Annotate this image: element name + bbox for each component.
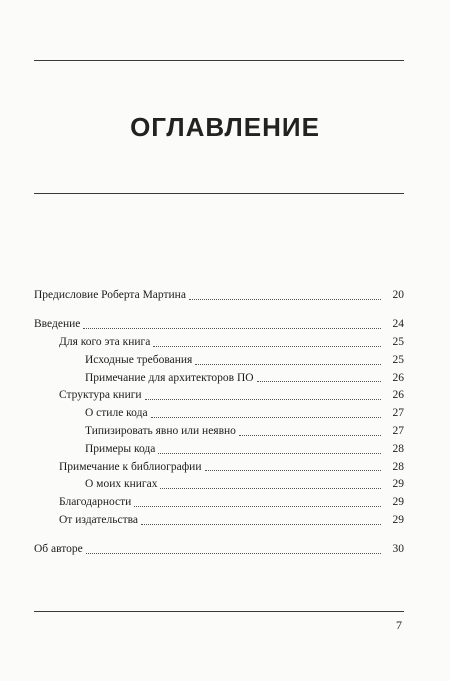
dot-leader (189, 299, 381, 300)
dot-leader (134, 506, 381, 507)
toc-entry-page: 29 (392, 496, 404, 509)
dot-leader (257, 381, 381, 382)
toc-entry-page: 29 (392, 514, 404, 527)
toc-entry-label: Примеры кода (85, 442, 156, 455)
dot-leader (83, 328, 381, 329)
toc-entry-page: 28 (392, 460, 404, 473)
footer-rule (34, 611, 404, 612)
page-number: 7 (396, 618, 402, 632)
section-gap (34, 307, 404, 319)
dot-leader (239, 435, 381, 436)
toc-entry-label: Структура книги (59, 389, 142, 402)
dot-leader (158, 453, 381, 454)
title-rule (34, 193, 404, 194)
toc-entry-label: Типизировать явно или неявно (85, 425, 236, 438)
toc-entry[interactable] (34, 336, 404, 354)
toc-entry-label: Примечание к библиографии (59, 460, 202, 473)
toc-entry[interactable] (34, 389, 404, 407)
toc-entry-page: 25 (392, 336, 404, 349)
toc-entry[interactable] (34, 443, 404, 461)
toc-entry[interactable] (34, 407, 404, 425)
toc-entry-label: Исходные требования (85, 353, 193, 366)
dot-leader (141, 524, 381, 525)
toc-entry-label: От издательства (59, 514, 138, 527)
toc-entry-page: 24 (392, 318, 404, 331)
dot-leader (205, 470, 382, 471)
toc-entry-page: 25 (392, 353, 404, 366)
dot-leader (151, 417, 381, 418)
toc-entry-label: Введение (34, 318, 81, 331)
dot-leader (153, 346, 381, 347)
toc-entry[interactable] (34, 354, 404, 372)
toc-entry[interactable] (34, 543, 404, 561)
dot-leader (145, 399, 381, 400)
toc-entry[interactable] (34, 372, 404, 390)
toc-entry[interactable] (34, 461, 404, 479)
toc-entry-page: 28 (392, 442, 404, 455)
toc-entry[interactable] (34, 425, 404, 443)
toc-entry-label: О стиле кода (85, 407, 148, 420)
toc-entry[interactable] (34, 496, 404, 514)
toc-entry-label: Предисловие Роберта Мартина (34, 289, 186, 301)
page-title: ОГЛАВЛЕНИЕ (130, 112, 320, 142)
toc-entry-label: Примечание для архитекторов ПО (85, 371, 254, 384)
toc-entry-page: 27 (392, 407, 404, 420)
toc-entry-label: Для кого эта книга (59, 336, 151, 349)
table-of-contents (34, 289, 404, 561)
toc-entry-page: 26 (392, 371, 404, 384)
toc-entry-page: 26 (392, 389, 404, 402)
dot-leader (195, 364, 381, 365)
top-rule (34, 60, 404, 61)
dot-leader (86, 553, 381, 554)
toc-entry-page: 29 (392, 478, 404, 491)
toc-entry[interactable] (34, 478, 404, 496)
toc-entry[interactable] (34, 318, 404, 336)
toc-entry[interactable] (34, 514, 404, 532)
section-gap (34, 532, 404, 544)
toc-entry-page: 30 (392, 543, 404, 556)
toc-entry[interactable] (34, 289, 404, 307)
dot-leader (160, 488, 381, 489)
toc-entry-page: 20 (392, 289, 404, 301)
toc-entry-label: Об авторе (34, 543, 83, 556)
toc-entry-label: О моих книгах (85, 478, 158, 491)
toc-entry-page: 27 (392, 425, 404, 438)
toc-entry-label: Благодарности (59, 496, 132, 509)
